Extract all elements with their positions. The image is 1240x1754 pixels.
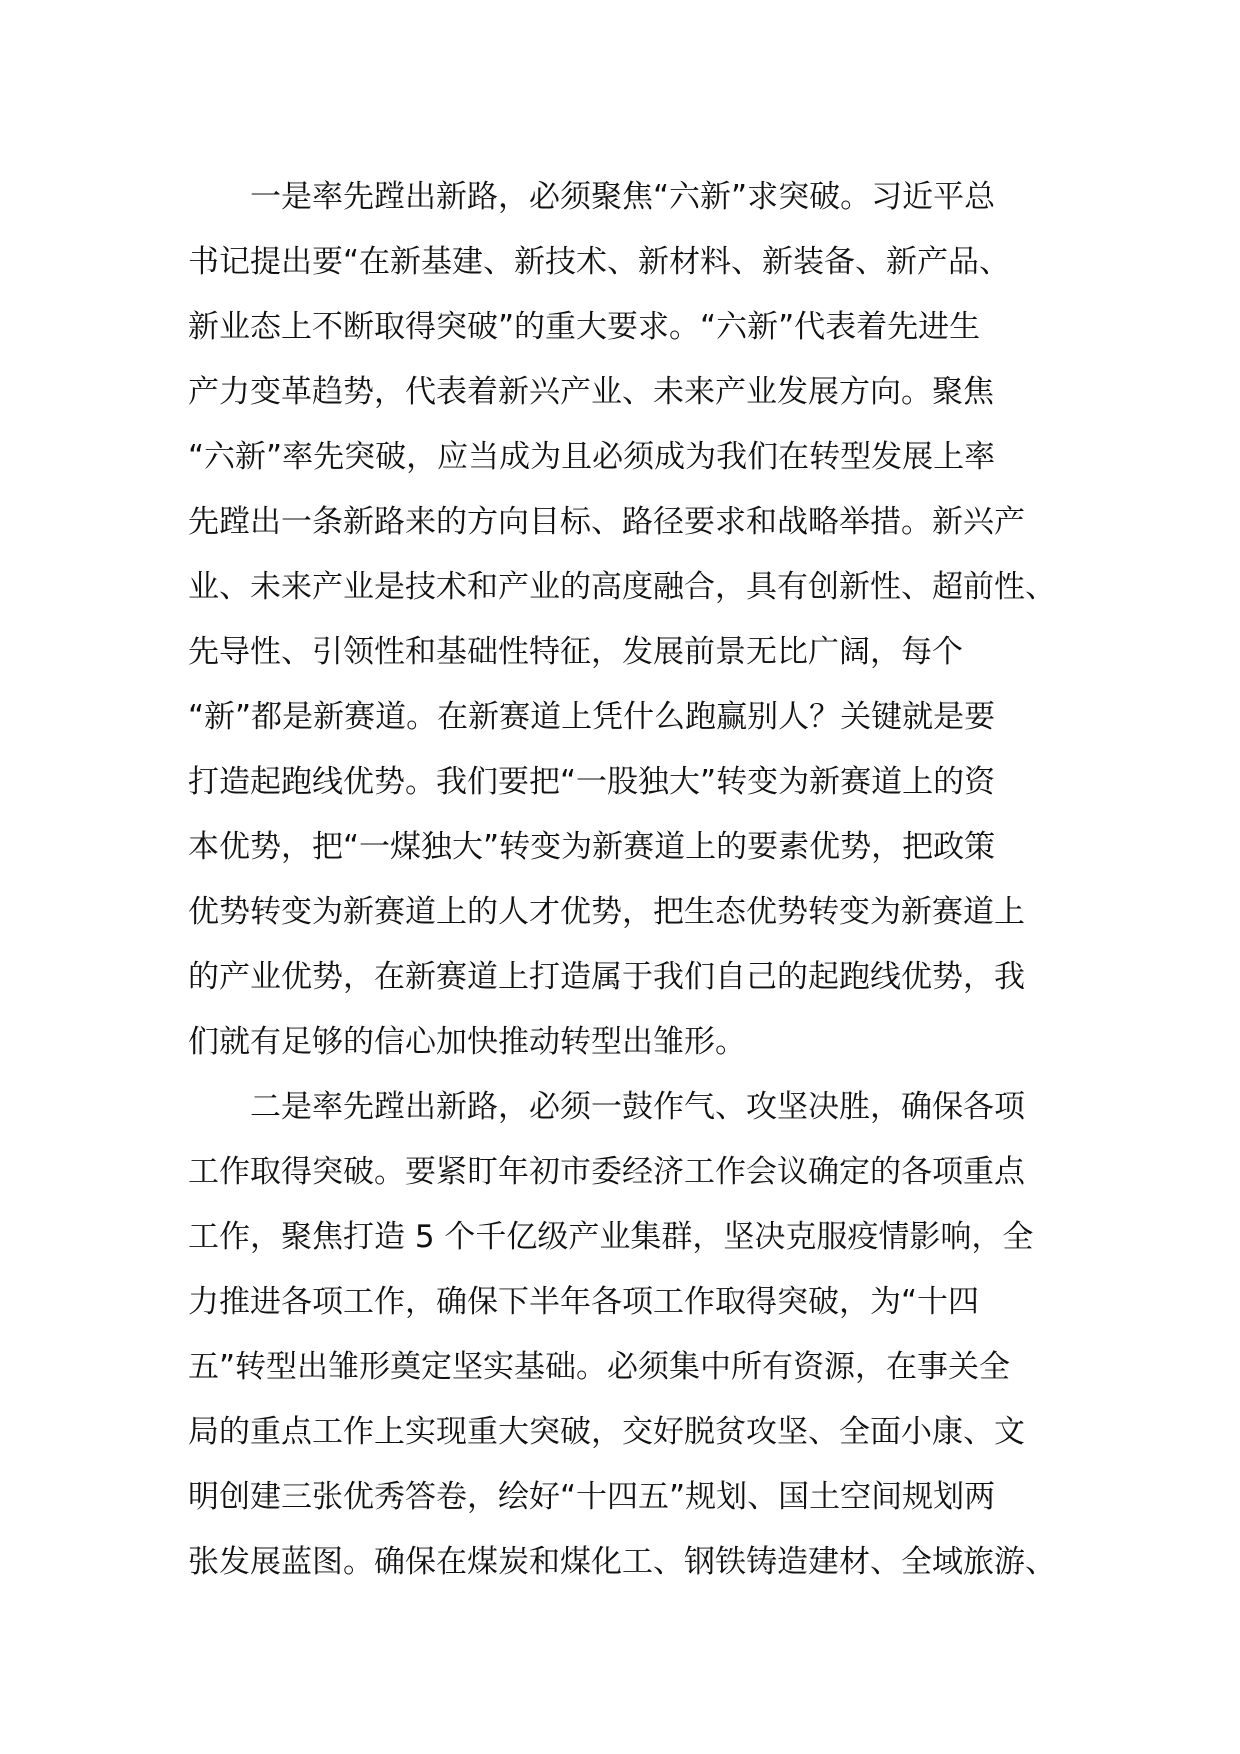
paragraph-2-line: 五”转型出雏形奠定坚实基础。必须集中所有资源，在事关全: [188, 1349, 1011, 1385]
paragraph-1-line: 们就有足够的信心加快推动转型出雏形。: [188, 1024, 746, 1060]
paragraph-1-line: 新业态上不断取得突破”的重大要求。“六新”代表着先进生: [188, 309, 981, 345]
paragraph-1-line: “新”都是新赛道。在新赛道上凭什么跑赢别人？关键就是要: [188, 699, 996, 735]
paragraph-1-line: 先蹚出一条新路来的方向目标、路径要求和战略举措。新兴产: [188, 504, 1025, 540]
paragraph-2-line: 明创建三张优秀答卷，绘好“十四五”规划、国土空间规划两: [188, 1479, 996, 1515]
paragraph-1-line: 先导性、引领性和基础性特征，发展前景无比广阔，每个: [188, 634, 963, 670]
paragraph-1-line: “六新”率先突破，应当成为且必须成为我们在转型发展上率: [188, 439, 996, 475]
paragraph-1-line: 产力变革趋势，代表着新兴产业、未来产业发展方向。聚焦: [188, 374, 994, 410]
paragraph-2-line: 张发展蓝图。确保在煤炭和煤化工、钢铁铸造建材、全域旅游、: [188, 1544, 1056, 1580]
body-text: [188, 165, 1068, 1595]
paragraph-1-line: 优势转变为新赛道上的人才优势，把生态优势转变为新赛道上: [188, 894, 1025, 930]
paragraph-2-line: 工作取得突破。要紧盯年初市委经济工作会议确定的各项重点: [188, 1154, 1025, 1190]
paragraph-1-line: 本优势，把“一煤独大”转变为新赛道上的要素优势，把政策: [188, 829, 996, 865]
paragraph-2-line: 二是率先蹚出新路，必须一鼓作气、攻坚决胜，确保各项: [250, 1089, 1025, 1125]
paragraph-1-line: 业、未来产业是技术和产业的高度融合，具有创新性、超前性、: [188, 569, 1056, 605]
paragraph-1-line: 书记提出要“在新基建、新技术、新材料、新装备、新产品、: [188, 244, 1011, 280]
paragraph-2-line: 力推进各项工作，确保下半年各项工作取得突破，为“十四: [188, 1284, 980, 1320]
paragraph-1-line: 打造起跑线优势。我们要把“一股独大”转变为新赛道上的资: [188, 764, 996, 800]
paragraph-2-line: 局的重点工作上实现重大突破，交好脱贫攻坚、全面小康、文: [188, 1414, 1025, 1450]
paragraph-2-line: 工作，聚焦打造 5 个千亿级产业集群，坚决克服疫情影响，全: [188, 1219, 1034, 1255]
paragraph-1-line: 一是率先蹚出新路，必须聚焦“六新”求突破。习近平总: [250, 179, 996, 215]
paragraph-1-line: 的产业优势，在新赛道上打造属于我们自己的起跑线优势，我: [188, 959, 1025, 995]
